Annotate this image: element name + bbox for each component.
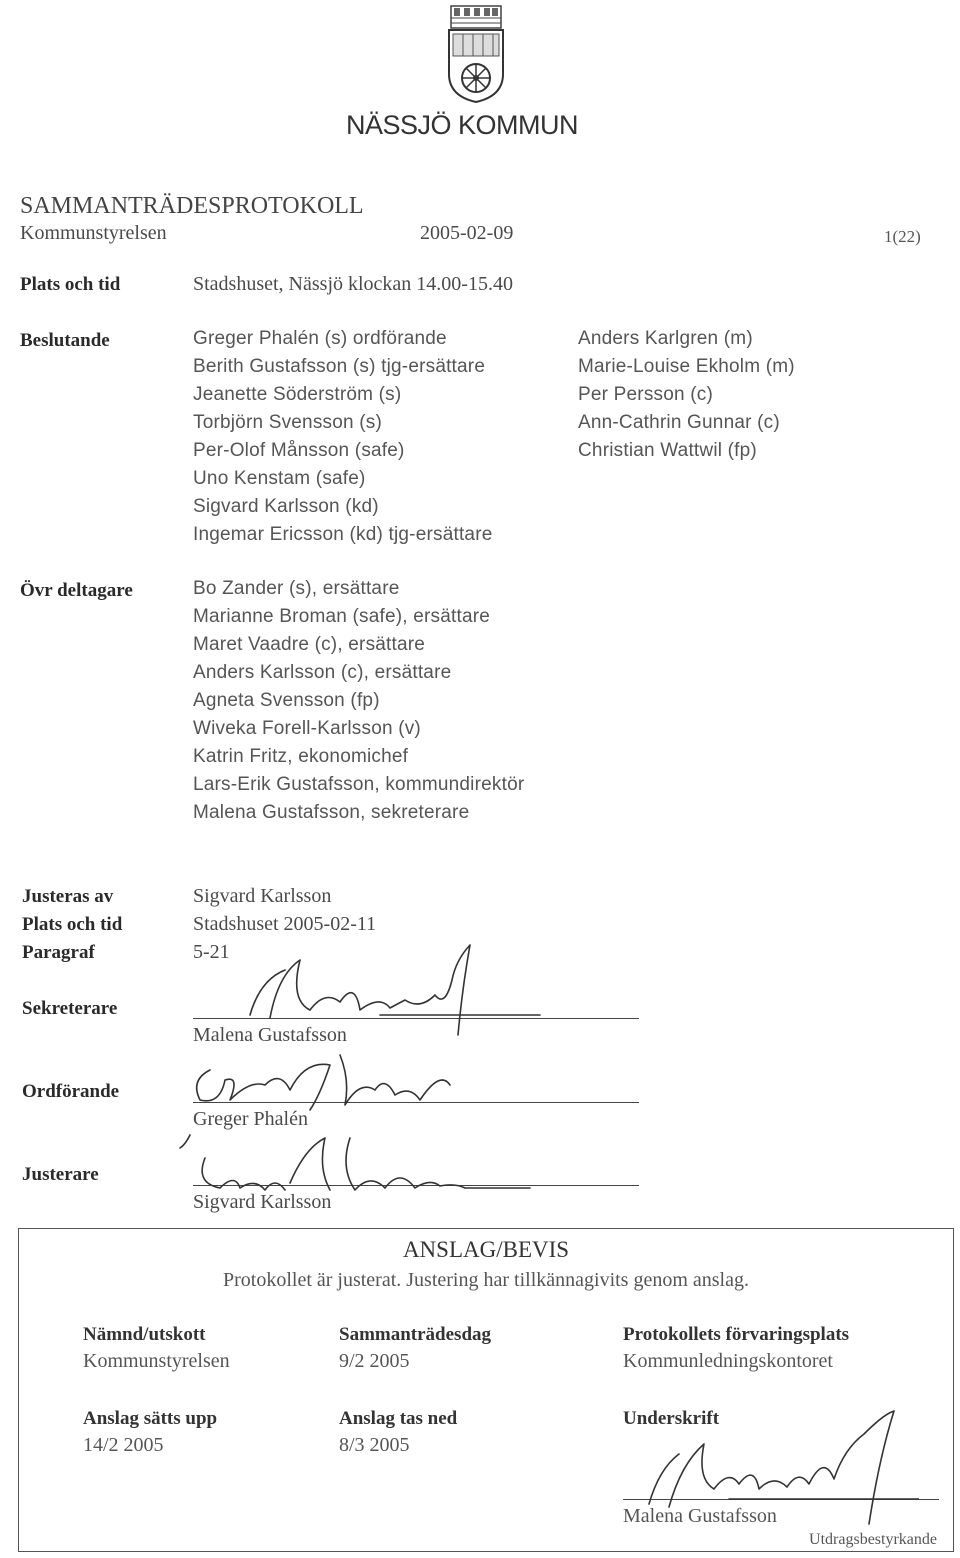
list-item: Sigvard Karlsson (kd) (193, 496, 379, 517)
namnd-value: Kommunstyrelsen (83, 1350, 230, 1372)
list-item: Katrin Fritz, ekonomichef (193, 746, 409, 767)
forvaring-value: Kommunledningskontoret (623, 1350, 833, 1372)
beslutande-left-list (193, 328, 493, 552)
ordforande-name: Greger Phalén (193, 1108, 308, 1130)
page-number: 1(22) (884, 227, 921, 246)
underskrift-name: Malena Gustafsson (623, 1505, 777, 1527)
sekreterare-label: Sekreterare (22, 998, 118, 1019)
document-title: SAMMANTRÄDESPROTOKOLL (20, 193, 364, 219)
place-value: Stadshuset, Nässjö klockan 14.00-15.40 (193, 273, 513, 295)
sammantradesdag-value: 9/2 2005 (339, 1350, 410, 1372)
committee-name: Kommunstyrelsen (20, 222, 167, 244)
handwritten-signature-underskrift (619, 1409, 919, 1529)
list-item: Uno Kenstam (safe) (193, 468, 366, 489)
list-item: Ann-Cathrin Gunnar (c) (578, 412, 780, 433)
justerare-name: Sigvard Karlsson (193, 1191, 332, 1213)
tas-ned-value: 8/3 2005 (339, 1434, 410, 1456)
list-item: Torbjörn Svensson (s) (193, 412, 382, 433)
list-item: Ingemar Ericsson (kd) tjg-ersättare (193, 524, 493, 545)
place-label: Plats och tid (20, 274, 121, 295)
forvaring-label: Protokollets förvaringsplats (623, 1324, 850, 1345)
handwritten-signature-sekreterare (230, 940, 550, 1050)
justeras-value: Sigvard Karlsson (193, 885, 332, 907)
sammantradesdag-col (339, 1324, 491, 1373)
justering-plats-label: Plats och tid (22, 914, 123, 935)
beslutande-label: Beslutande (20, 330, 110, 351)
forvaring-col (623, 1324, 849, 1373)
list-item: Anders Karlgren (m) (578, 328, 753, 349)
handwritten-signature-justerare (180, 1128, 540, 1218)
list-item: Marianne Broman (safe), ersättare (193, 606, 490, 627)
ovr-deltagare-label: Övr deltagare (20, 580, 133, 601)
satts-upp-value: 14/2 2005 (83, 1434, 164, 1456)
tas-ned-col (339, 1408, 457, 1457)
anslag-bevis-box (18, 1228, 954, 1552)
list-item: Malena Gustafsson, sekreterare (193, 802, 470, 823)
tas-ned-label: Anslag tas ned (339, 1408, 458, 1429)
ovr-deltagare-list (193, 578, 524, 830)
sammantradesdag-label: Sammanträdesdag (339, 1324, 492, 1345)
list-item: Berith Gustafsson (s) tjg-ersättare (193, 356, 486, 377)
list-item: Agneta Svensson (fp) (193, 690, 380, 711)
justerare-label: Justerare (22, 1164, 99, 1185)
namnd-col (83, 1324, 230, 1373)
list-item: Greger Phalén (s) ordförande (193, 328, 447, 349)
paragraf-label: Paragraf (22, 942, 95, 963)
list-item: Per-Olof Månsson (safe) (193, 440, 405, 461)
list-item: Lars-Erik Gustafsson, kommundirektör (193, 774, 525, 795)
paragraf-value: 5-21 (193, 941, 230, 963)
footer-note: Utdragsbestyrkande (809, 1531, 937, 1548)
list-item: Jeanette Söderström (s) (193, 384, 402, 405)
satts-upp-col (83, 1408, 217, 1457)
satts-upp-label: Anslag sätts upp (83, 1408, 218, 1429)
org-name: NÄSSJÖ KOMMUN (346, 110, 579, 140)
justering-plats-value: Stadshuset 2005-02-11 (193, 913, 377, 935)
list-item: Christian Wattwil (fp) (578, 440, 757, 461)
justeras-label: Justeras av (22, 886, 114, 907)
sekreterare-name: Malena Gustafsson (193, 1024, 347, 1046)
list-item: Maret Vaadre (c), ersättare (193, 634, 426, 655)
list-item: Anders Karlsson (c), ersättare (193, 662, 452, 683)
municipal-crest (443, 4, 509, 104)
list-item: Wiveka Forell-Karlsson (v) (193, 718, 421, 739)
meeting-date: 2005-02-09 (420, 222, 514, 244)
beslutande-right-list (578, 328, 795, 468)
list-item: Per Persson (c) (578, 384, 713, 405)
underskrift-label: Underskrift (623, 1408, 720, 1429)
namnd-label: Nämnd/utskott (83, 1324, 206, 1345)
anslag-subtitle: Protokollet är justerat. Justering har tillkännagivits genom anslag. (222, 1269, 749, 1291)
ordforande-label: Ordförande (22, 1081, 120, 1102)
list-item: Marie-Louise Ekholm (m) (578, 356, 795, 377)
list-item: Bo Zander (s), ersättare (193, 578, 400, 599)
anslag-title: ANSLAG/BEVIS (402, 1237, 570, 1262)
